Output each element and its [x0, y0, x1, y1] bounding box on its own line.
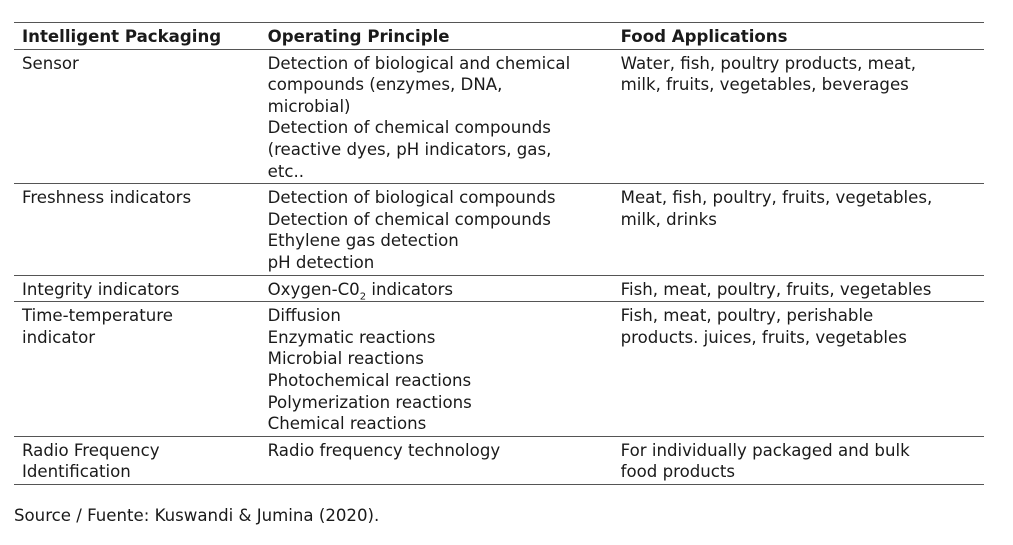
cell-line: (reactive dyes, pH indicators, gas, [267, 139, 552, 159]
table-row [14, 49, 984, 184]
cell-line: Diffusion [267, 306, 341, 326]
principle-text-tail: indicators [366, 279, 454, 299]
cell-line: Fish, meat, poultry, fruits, vegetables [620, 279, 932, 299]
cell-line: Time-temperature [22, 306, 173, 326]
cell-applications [613, 436, 984, 484]
cell-line: Identification [22, 462, 131, 482]
table-body [14, 49, 984, 484]
cell-principle [260, 302, 613, 437]
header-row [14, 23, 984, 50]
cell-line: milk, drinks [620, 209, 717, 229]
cell-line: Radio Frequency [22, 440, 160, 460]
cell-line: indicator [22, 327, 96, 347]
table-header [14, 23, 984, 50]
cell-packaging [14, 275, 260, 302]
cell-line: products. juices, fruits, vegetables [620, 327, 907, 347]
cell-line: Water, fish, poultry products, meat, [620, 53, 916, 73]
header-operating-principle: Operating Principle [260, 23, 613, 50]
cell-packaging [14, 302, 260, 437]
cell-line: Ethylene gas detection [267, 231, 459, 251]
table-row [14, 184, 984, 275]
cell-principle [260, 184, 613, 275]
cell-principle [260, 49, 613, 184]
cell-line: For individually packaged and bulk [620, 440, 910, 460]
cell-line: Sensor [22, 53, 79, 73]
cell-line: milk, fruits, vegetables, beverages [620, 75, 909, 95]
cell-line: etc.. [267, 161, 305, 181]
cell-line: food products [620, 462, 736, 482]
cell-line: Freshness indicators [22, 188, 192, 208]
intelligent-packaging-table [14, 22, 984, 485]
header-food-applications: Food Applications [613, 23, 984, 50]
intelligent-packaging-table-container [14, 22, 984, 485]
cell-packaging [14, 49, 260, 184]
cell-line: Detection of chemical compounds [267, 209, 551, 229]
cell-line [268, 279, 605, 301]
table-row [14, 436, 984, 484]
header-intelligent-packaging: Intelligent Packaging [14, 23, 260, 50]
cell-applications [613, 49, 984, 184]
cell-line: Fish, meat, poultry, perishable [620, 306, 874, 326]
principle-text: Oxygen-C0 [267, 279, 360, 299]
table-row [14, 275, 984, 302]
cell-line: Detection of biological compounds [267, 188, 556, 208]
cell-line: Detection of biological and chemical [267, 53, 571, 73]
cell-applications [613, 184, 984, 275]
principle-subscript: 2 [359, 290, 367, 302]
cell-line: Radio frequency technology [267, 440, 501, 460]
cell-principle [260, 436, 613, 484]
cell-line: pH detection [267, 252, 375, 272]
cell-line: Enzymatic reactions [267, 327, 436, 347]
cell-line: Chemical reactions [267, 414, 427, 434]
cell-line: compounds (enzymes, DNA, [267, 75, 503, 95]
cell-line: Integrity indicators [22, 279, 180, 299]
cell-packaging [14, 184, 260, 275]
cell-applications [613, 302, 984, 437]
cell-principle [260, 275, 613, 302]
cell-line: Detection of chemical compounds [267, 118, 551, 138]
cell-applications [613, 275, 984, 302]
cell-line: Photochemical reactions [267, 370, 472, 390]
cell-packaging [14, 436, 260, 484]
cell-line: Meat, fish, poultry, fruits, vegetables, [620, 188, 933, 208]
cell-line: microbial) [267, 96, 351, 116]
source-citation: Source / Fuente: Kuswandi & Jumina (2020). [14, 506, 380, 525]
cell-line: Polymerization reactions [267, 392, 472, 412]
cell-line: Microbial reactions [267, 349, 424, 369]
table-row [14, 302, 984, 437]
